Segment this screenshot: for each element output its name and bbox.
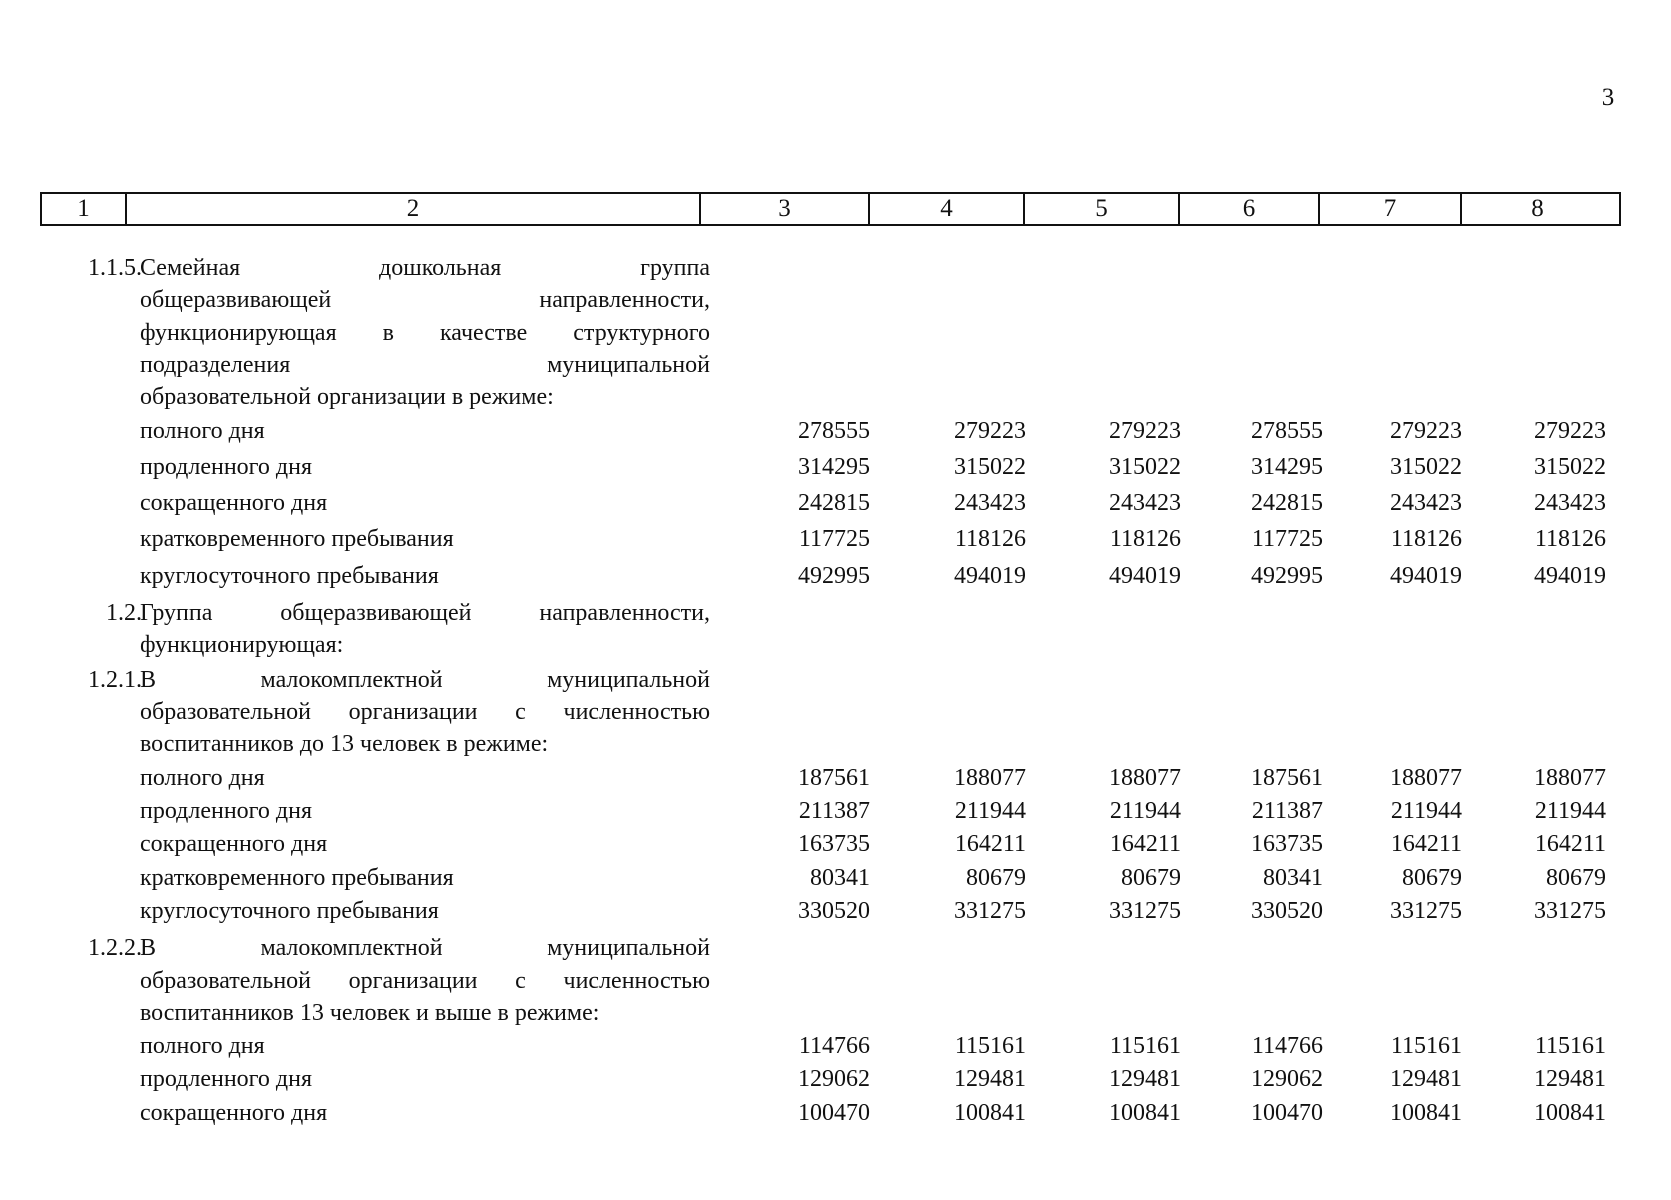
- cell-col-4: 129481: [954, 1066, 1026, 1092]
- row-label: круглосуточного пребывания: [140, 563, 439, 589]
- cell-col-4: 100841: [954, 1100, 1026, 1126]
- cell-col-3: 100470: [798, 1100, 870, 1126]
- cell-col-8: 331275: [1534, 898, 1606, 924]
- cell-col-6: 163735: [1251, 831, 1323, 857]
- cell-col-3: 278555: [798, 418, 870, 444]
- cell-col-3: 492995: [798, 563, 870, 589]
- row-label: продленного дня: [140, 798, 313, 824]
- cell-col-5: 243423: [1109, 490, 1181, 516]
- section-text-row: [40, 318, 1660, 348]
- cell-col-6: 330520: [1251, 898, 1323, 924]
- cell-col-7: 494019: [1390, 563, 1462, 589]
- cell-col-8: 118126: [1534, 526, 1606, 552]
- cell-col-5: 115161: [1109, 1033, 1181, 1059]
- cell-col-4: 80679: [966, 865, 1026, 891]
- table-row: [40, 796, 1660, 826]
- cell-col-6: 187561: [1251, 765, 1323, 791]
- section-text-line: В малокомплектной муниципальной: [140, 667, 710, 693]
- section-text-row: [40, 729, 1660, 759]
- section-heading: [40, 598, 1660, 628]
- cell-col-4: 243423: [954, 490, 1026, 516]
- cell-col-5: 164211: [1109, 831, 1181, 857]
- column-header-6: 6: [1180, 194, 1320, 224]
- table-row: [40, 524, 1660, 554]
- row-label: полного дня: [140, 418, 265, 444]
- column-header-row: [40, 192, 1621, 226]
- section-number: 1.2.: [106, 600, 142, 626]
- cell-col-3: 211387: [798, 798, 870, 824]
- cell-col-5: 118126: [1109, 526, 1181, 552]
- section-text-line: Группа общеразвивающей направленности,: [140, 600, 710, 626]
- cell-col-7: 118126: [1390, 526, 1462, 552]
- cell-col-8: 188077: [1534, 765, 1606, 791]
- cell-col-5: 331275: [1109, 898, 1181, 924]
- cell-col-7: 115161: [1390, 1033, 1462, 1059]
- section-text-line: функционирующая в качестве структурного: [140, 320, 710, 346]
- section-text-line: образовательной организации в режиме:: [140, 384, 554, 410]
- cell-col-4: 279223: [954, 418, 1026, 444]
- cell-col-4: 164211: [954, 831, 1026, 857]
- cell-col-7: 315022: [1390, 454, 1462, 480]
- cell-col-3: 163735: [798, 831, 870, 857]
- row-label: сокращенного дня: [140, 831, 328, 857]
- cell-col-4: 115161: [954, 1033, 1026, 1059]
- section-text-row: [40, 350, 1660, 380]
- row-label: кратковременного пребывания: [140, 526, 454, 552]
- cell-col-5: 494019: [1109, 563, 1181, 589]
- cell-col-4: 315022: [954, 454, 1026, 480]
- cell-col-3: 80341: [810, 865, 870, 891]
- page-number: 3: [1601, 84, 1615, 111]
- section-text-line: образовательной организации с численностью: [140, 968, 710, 994]
- cell-col-6: 117725: [1251, 526, 1323, 552]
- cell-col-8: 243423: [1534, 490, 1606, 516]
- section-text-row: [40, 697, 1660, 727]
- section-heading: [40, 665, 1660, 695]
- cell-col-8: 100841: [1534, 1100, 1606, 1126]
- cell-col-5: 100841: [1109, 1100, 1181, 1126]
- cell-col-8: 129481: [1534, 1066, 1606, 1092]
- cell-col-5: 315022: [1109, 454, 1181, 480]
- cell-col-8: 164211: [1534, 831, 1606, 857]
- cell-col-7: 279223: [1390, 418, 1462, 444]
- section-number: 1.2.2.: [88, 935, 142, 961]
- column-header-1: 1: [42, 194, 127, 224]
- section-heading: [40, 253, 1660, 283]
- table-row: [40, 829, 1660, 859]
- section-text-line: Семейная дошкольная группа: [140, 255, 710, 281]
- table-row: [40, 488, 1660, 518]
- section-number: 1.2.1.: [88, 667, 142, 693]
- section-text-line: подразделения муниципальной: [140, 352, 710, 378]
- section-number: 1.1.5.: [88, 255, 142, 281]
- table-row: [40, 1064, 1660, 1094]
- column-header-8: 8: [1531, 195, 1544, 222]
- cell-col-3: 114766: [798, 1033, 870, 1059]
- column-header-4: 4: [870, 194, 1025, 224]
- row-label: круглосуточного пребывания: [140, 898, 439, 924]
- cell-col-6: 492995: [1251, 563, 1323, 589]
- cell-col-5: 211944: [1109, 798, 1181, 824]
- cell-col-4: 188077: [954, 765, 1026, 791]
- cell-col-6: 278555: [1251, 418, 1323, 444]
- cell-col-7: 243423: [1390, 490, 1462, 516]
- cell-col-6: 314295: [1251, 454, 1323, 480]
- table-row: [40, 896, 1660, 926]
- cell-col-4: 118126: [954, 526, 1026, 552]
- cell-col-7: 164211: [1390, 831, 1462, 857]
- section-text-row: [40, 998, 1660, 1028]
- cell-col-4: 211944: [954, 798, 1026, 824]
- cell-col-8: 115161: [1534, 1033, 1606, 1059]
- section-text-row: [40, 382, 1660, 412]
- section-text-line: общеразвивающей направленности,: [140, 287, 710, 313]
- section-text-row: [40, 285, 1660, 315]
- cell-col-7: 100841: [1390, 1100, 1462, 1126]
- cell-col-7: 211944: [1390, 798, 1462, 824]
- column-header-2: 2: [127, 194, 701, 224]
- column-header-5: 5: [1025, 194, 1180, 224]
- cell-col-5: 279223: [1109, 418, 1181, 444]
- cell-col-5: 188077: [1109, 765, 1181, 791]
- cell-col-7: 129481: [1390, 1066, 1462, 1092]
- cell-col-6: 114766: [1251, 1033, 1323, 1059]
- section-text-line: воспитанников 13 человек и выше в режиме:: [140, 1000, 600, 1026]
- table-row: [40, 561, 1660, 591]
- cell-col-7: 188077: [1390, 765, 1462, 791]
- table-row: [40, 416, 1660, 446]
- table-row: [40, 452, 1660, 482]
- cell-col-3: 330520: [798, 898, 870, 924]
- cell-col-3: 129062: [798, 1066, 870, 1092]
- section-text-row: [40, 966, 1660, 996]
- cell-col-3: 187561: [798, 765, 870, 791]
- cell-col-3: 242815: [798, 490, 870, 516]
- cell-col-6: 80341: [1263, 865, 1323, 891]
- row-label: полного дня: [140, 1033, 265, 1059]
- table-row: [40, 763, 1660, 793]
- cell-col-3: 314295: [798, 454, 870, 480]
- table-row: [40, 1031, 1660, 1061]
- cell-col-8: 315022: [1534, 454, 1606, 480]
- row-label: сокращенного дня: [140, 1100, 328, 1126]
- column-header-3: 3: [701, 194, 870, 224]
- table-row: [40, 863, 1660, 893]
- cell-col-7: 80679: [1402, 865, 1462, 891]
- table-row: [40, 1098, 1660, 1128]
- row-label: сокращенного дня: [140, 490, 328, 516]
- cell-col-3: 117725: [798, 526, 870, 552]
- section-heading: [40, 933, 1660, 963]
- section-text-row: [40, 630, 1660, 660]
- cell-col-6: 100470: [1251, 1100, 1323, 1126]
- section-text-line: образовательной организации с численностью: [140, 699, 710, 725]
- row-label: кратковременного пребывания: [140, 865, 454, 891]
- row-label: продленного дня: [140, 454, 313, 480]
- section-text-line: функционирующая:: [140, 632, 344, 658]
- cell-col-5: 129481: [1109, 1066, 1181, 1092]
- cell-col-8: 494019: [1534, 563, 1606, 589]
- row-label: продленного дня: [140, 1066, 313, 1092]
- row-label: полного дня: [140, 765, 265, 791]
- section-text-line: В малокомплектной муниципальной: [140, 935, 710, 961]
- cell-col-7: 331275: [1390, 898, 1462, 924]
- cell-col-8: 211944: [1534, 798, 1606, 824]
- cell-col-8: 279223: [1534, 418, 1606, 444]
- cell-col-4: 331275: [954, 898, 1026, 924]
- cell-col-4: 494019: [954, 563, 1026, 589]
- section-text-line: воспитанников до 13 человек в режиме:: [140, 731, 549, 757]
- cell-col-6: 211387: [1251, 798, 1323, 824]
- cell-col-6: 242815: [1251, 490, 1323, 516]
- column-header-7: 7: [1320, 194, 1462, 224]
- cell-col-8: 80679: [1546, 865, 1606, 891]
- cell-col-5: 80679: [1121, 865, 1181, 891]
- cell-col-6: 129062: [1251, 1066, 1323, 1092]
